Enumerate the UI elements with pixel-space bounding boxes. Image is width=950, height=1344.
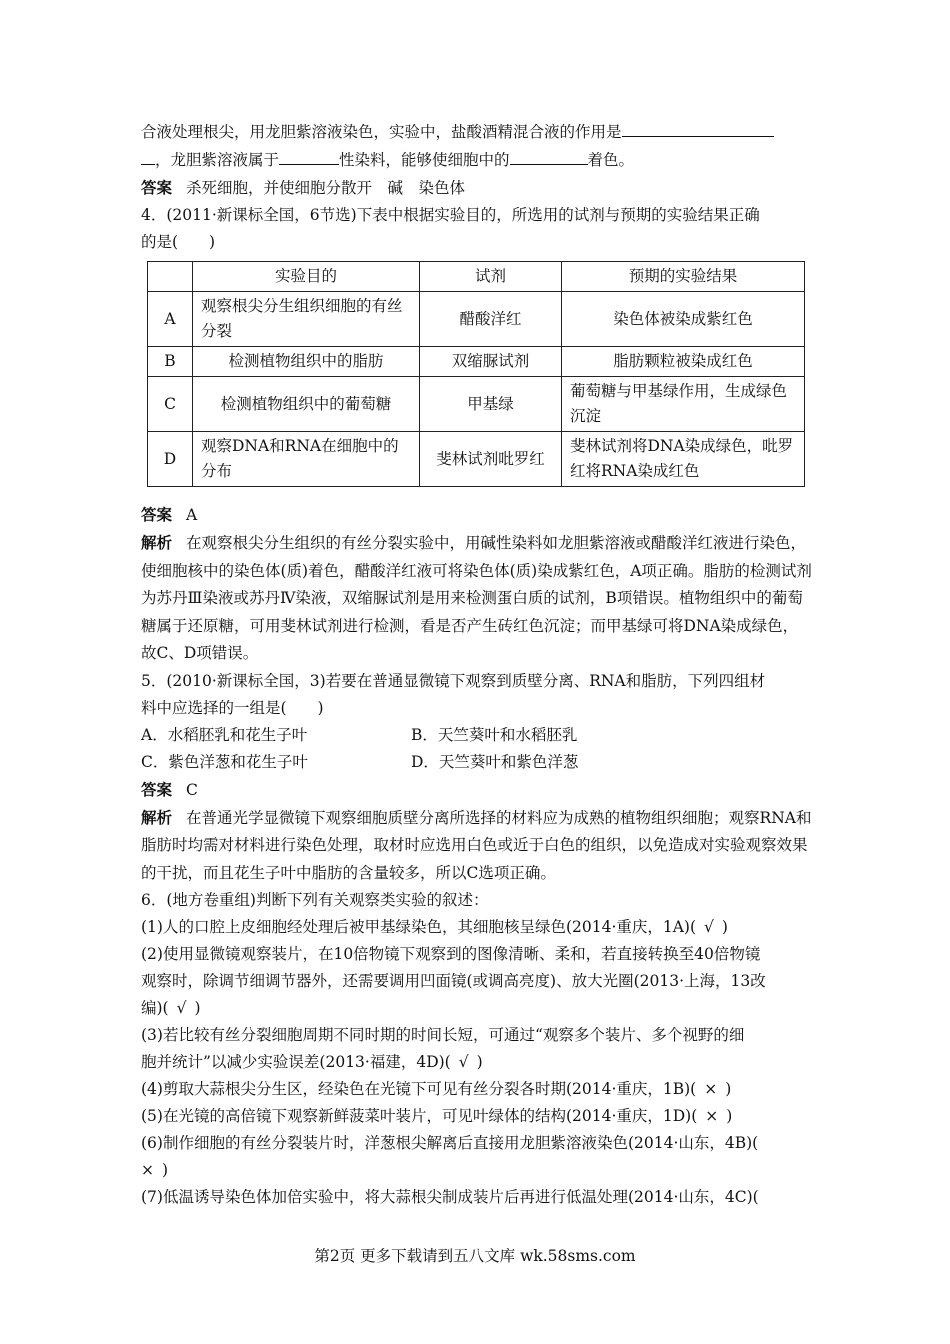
q6-item-5: (5)在光镜的高倍镜下观察新鲜菠菜叶装片，可见叶绿体的结构(2014·重庆，1D)( × ) (141, 1107, 733, 1125)
q6-item-4: (4)剪取大蒜根尖分生区，经染色在光镜下可见有丝分裂各时期(2014·重庆，1B)( × ) (141, 1080, 732, 1098)
page-footer: 第2页 更多下载请到五八文库 wk.58sms.com (314, 1247, 636, 1265)
q4-stem-1: 4．(2011·新课标全国，6节选)下表中根据实验目的，所选用的试剂与预期的实验结果正确 (141, 206, 760, 224)
q5-answer: 答案 C (141, 779, 198, 799)
q5-stem-1: 5．(2010·新课标全国，3)若要在普通显微镜下观察到质壁分离、RNA和脂肪，下列四组材 (141, 671, 766, 690)
table-header-row: 实验目的 试剂 预期的实验结果 (148, 262, 805, 292)
answer-blank (279, 146, 339, 165)
q5-explanation: 解析 在普通光学显微镜下观察细胞质壁分离所选择的材料应为成熟的植物组织细胞；观察RNA和脂肪时均需对材料进行染色处理，取材时应选用白色或近于白色的组织，以免造成对实验观察效果的干扰，而且花生子叶中脂肪的含量较多，所以C选项正确。 (141, 807, 812, 882)
q3-line-1: 合液处理根尖，用龙胆紫溶液染色，实验中，盐酸酒精混合液的作用是 (141, 118, 813, 146)
q5-options-row-2: C．紫色洋葱和花生子叶 D．天竺葵叶和紫色洋葱 (141, 752, 579, 771)
q5-stem-2: 料中应选择的一组是( ) (141, 698, 324, 717)
q6-item-6-line-1: (6)制作细胞的有丝分裂装片时，洋葱根尖解离后直接用龙胆紫溶液染色(2014·山东，4B)( (141, 1134, 759, 1152)
q5-options-row-1: A．水稻胚乳和花生子叶 B．天竺葵叶和水稻胚乳 (141, 725, 578, 744)
q6-item-3-line-1: (3)若比较有丝分裂细胞周期不同时期的时间长短，可通过“观察多个装片、多个视野的细 (141, 1026, 745, 1044)
q6-item-2-line-1: (2)使用显微镜观察装片，在10倍物镜下观察到的图像清晰、柔和，若直接转换至40倍物镜 (141, 945, 761, 963)
q4-explanation: 解析 在观察根尖分生组织的有丝分裂实验中，用碱性染料如龙胆紫溶液或醋酸洋红液进行染色，使细胞核中的染色体(质)着色，醋酸洋红液可将染色体(质)染成紫红色，A项正确。脂肪的检测试剂为苏丹Ⅲ染液或苏丹Ⅳ染液，双缩脲试剂是用来检测蛋白质的试剂，B项错误。植物组织中的葡萄糖属于还原糖，可用斐林试剂进行检测，看是否产生砖红色沉淀；而甲基绿可将DNA染成绿色，故C、D项错误。 (141, 533, 812, 662)
table-row: B 检测植物组织中的脂肪 双缩脲试剂 脂肪颗粒被染成红色 (148, 347, 805, 377)
q6-stem: 6．(地方卷重组)判断下列有关观察类实验的叙述： (141, 891, 489, 909)
q4-table (147, 261, 805, 487)
q4-stem-2: 的是( ) (141, 233, 216, 251)
q6-item-2-line-2: 观察时，除调节细调节器外，还需要调用凹面镜(或调高亮度)、放大光圈(2013·上海，13改 (141, 972, 766, 990)
q6-item-1: (1)人的口腔上皮细胞经处理后被甲基绿染色，其细胞核呈绿色(2014·重庆，1A)( √ ) (141, 918, 728, 936)
page-content (141, 118, 813, 1211)
q3-answer: 答案 杀死细胞，并使细胞分散开 碱 染色体 (141, 178, 466, 197)
q6-item-6-line-2: × ) (141, 1161, 169, 1179)
q4-answer: 答案 A (141, 505, 198, 524)
table-row: C 检测植物组织中的葡萄糖 甲基绿 葡萄糖与甲基绿作用，生成绿色沉淀 (148, 377, 805, 432)
q6-item-7: (7)低温诱导染色体加倍实验中，将大蒜根尖制成装片后再进行低温处理(2014·山东，4C)( (141, 1188, 759, 1206)
table-row: A 观察根尖分生组织细胞的有丝分裂 醋酸洋红 染色体被染成紫红色 (148, 292, 805, 347)
q3-line-2: ，龙胆紫溶液属于 性染料，能够使细胞中的 着色。 (141, 146, 813, 174)
q6-item-2-line-3: 编)( √ ) (141, 999, 201, 1017)
q6-item-3-line-2: 胞并统计”以减少实验误差(2013·福建，4D)( √ ) (141, 1053, 483, 1071)
answer-blank (622, 118, 774, 137)
answer-blank (141, 146, 155, 165)
table-row: D 观察DNA和RNA在细胞中的分布 斐林试剂吡罗红 斐林试剂将DNA染成绿色，吡罗红将RNA染成红色 (148, 432, 805, 487)
answer-blank (510, 146, 588, 165)
